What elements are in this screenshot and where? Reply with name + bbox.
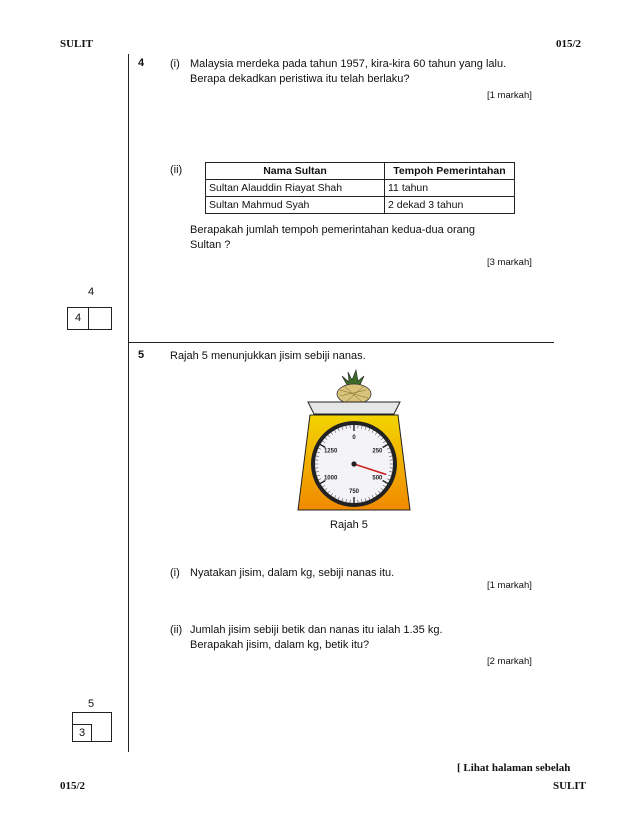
table-cell: Sultan Mahmud Syah bbox=[206, 197, 385, 214]
score-value: 3 bbox=[73, 724, 92, 741]
table-cell: 11 tahun bbox=[385, 180, 515, 197]
table-cell: Sultan Alauddin Riayat Shah bbox=[206, 180, 385, 197]
figure-caption: Rajah 5 bbox=[330, 519, 368, 531]
question-text: Berapakah jisim, dalam kg, betik itu? bbox=[190, 639, 370, 651]
table-header-row bbox=[206, 163, 515, 180]
column-header: Nama Sultan bbox=[206, 163, 385, 180]
footer-note: [ Lihat halaman sebelah bbox=[457, 762, 571, 774]
dial-label: 1250 bbox=[323, 448, 338, 455]
score-value: 4 bbox=[68, 308, 89, 329]
question-text: Berapa dekadkan peristiwa itu telah berlaku? bbox=[190, 73, 410, 85]
marks-label: [1 markah] bbox=[487, 90, 532, 101]
weighing-scale-figure bbox=[296, 368, 412, 514]
marks-label: [2 markah] bbox=[487, 656, 532, 667]
part-label: (ii) bbox=[170, 164, 183, 176]
table-row bbox=[206, 180, 515, 197]
part-label: (i) bbox=[170, 567, 180, 579]
question-number: 4 bbox=[138, 57, 145, 69]
table-cell: 2 dekad 3 tahun bbox=[385, 197, 515, 214]
dial-label: 0 bbox=[352, 435, 356, 441]
dial-label: 250 bbox=[372, 448, 383, 455]
question-text: Berapakah jumlah tempoh pemerintahan kedua-dua orang bbox=[190, 224, 475, 236]
question-number: 5 bbox=[138, 349, 145, 361]
part-label: (i) bbox=[170, 58, 180, 70]
marks-label: [3 markah] bbox=[487, 257, 532, 268]
margin-line bbox=[128, 54, 129, 752]
question-text: Sultan ? bbox=[190, 239, 231, 251]
column-header: Tempoh Pemerintahan bbox=[385, 163, 515, 180]
marks-label: [1 markah] bbox=[487, 580, 532, 591]
table-row bbox=[206, 197, 515, 214]
pineapple-icon bbox=[337, 370, 371, 404]
question-text: Malaysia merdeka pada tahun 1957, kira-kira 60 tahun yang lalu. bbox=[190, 58, 507, 70]
question-text: Nyatakan jisim, dalam kg, sebiji nanas itu. bbox=[190, 567, 395, 579]
question-divider bbox=[128, 342, 554, 343]
dial-label: 500 bbox=[372, 475, 383, 482]
header-right: 015/2 bbox=[556, 38, 582, 50]
question-text: Rajah 5 menunjukkan jisim sebiji nanas. bbox=[170, 350, 366, 362]
score-box bbox=[67, 307, 112, 330]
sultan-table bbox=[205, 162, 515, 214]
header-left: SULIT bbox=[60, 38, 94, 50]
footer-right: SULIT bbox=[553, 780, 587, 792]
score-total: 4 bbox=[88, 286, 95, 298]
question-text: Jumlah jisim sebiji betik dan nanas itu ialah 1.35 kg. bbox=[190, 624, 443, 636]
dial-label: 750 bbox=[348, 489, 360, 495]
dial-label: 1000 bbox=[323, 475, 338, 482]
footer-left: 015/2 bbox=[60, 780, 86, 792]
part-label: (ii) bbox=[170, 624, 183, 636]
score-box bbox=[72, 712, 112, 742]
score-total: 5 bbox=[88, 698, 95, 710]
